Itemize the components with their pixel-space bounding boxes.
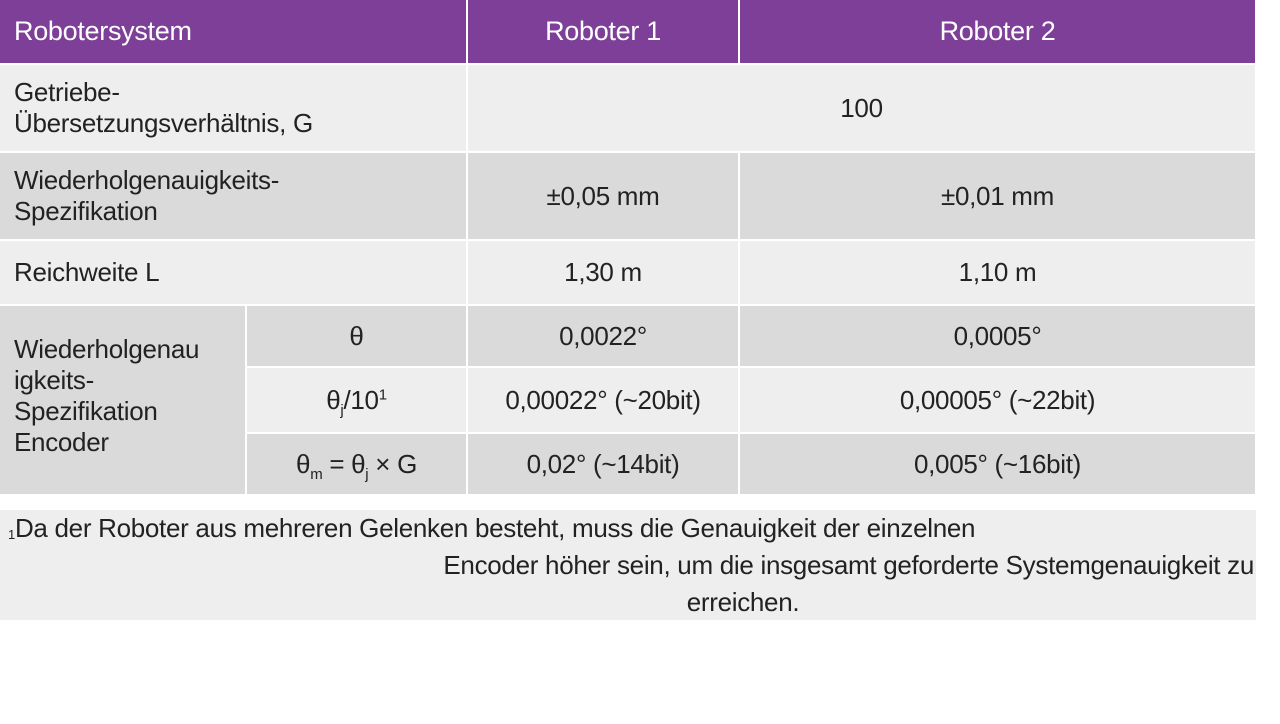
encoder-label-line4: Encoder [14,427,109,457]
gear-ratio-label-line1: Getriebe- [14,77,120,107]
table-row-encoder-theta [0,305,1256,367]
gear-ratio-value: 100 [467,64,1256,152]
header-roboter-1: Roboter 1 [467,0,739,64]
theta-m-roboter-1: 0,02° (~14bit) [467,433,739,495]
encoder-label-line3: Spezifikation [14,396,158,426]
repeatability-label-line2: Spezifikation [14,196,158,226]
repeatability-label-line1: Wiederholgenauigkeits- [14,165,280,195]
theta-m-roboter-2: 0,005° (~16bit) [739,433,1256,495]
encoder-repeatability-label [0,305,246,495]
repeatability-roboter-1: ±0,05 mm [467,152,739,240]
table-row-gear-ratio [0,64,1256,152]
theta-m-sub: m [310,465,323,483]
theta-m-sub2: j [365,465,369,483]
header-robotersystem: Robotersystem [0,0,467,64]
theta-j-rest: /10 [343,384,379,415]
footnote-text-1: Da der Roboter aus mehreren Gelenken besteht, muss die Genauigkeit der einzelnen [14,513,976,543]
footnote-line-2: Encoder höher sein, um die insgesamt geforderte Systemgenauigkeit zu [443,550,1254,580]
footnote-line-3: erreichen. [686,587,800,617]
theta-j-sub: j [340,401,344,419]
reach-roboter-1: 1,30 m [467,240,739,305]
theta-m-rest: × G [368,448,417,479]
theta-symbol: θ [246,305,467,367]
gear-ratio-label-line2: Übersetzungsverhältnis, G [14,108,313,138]
footnote-mark: 1 [8,527,15,542]
theta-j-footnote-mark: 1 [378,385,387,403]
table-row-reach [0,240,1256,305]
repeatability-label [0,152,467,240]
theta-m-mid: = θ [322,448,366,479]
gear-ratio-label [0,64,467,152]
theta-roboter-2: 0,0005° [739,305,1256,367]
theta-j-roboter-2: 0,00005° (~22bit) [739,367,1256,433]
header-roboter-2: Roboter 2 [739,0,1256,64]
table-row-repeatability [0,152,1256,240]
theta-m-base: θ [296,448,311,479]
footnote-line-1 [0,510,1256,547]
footnote [0,510,1256,620]
table-header-row [0,0,1256,64]
theta-roboter-1: 0,0022° [467,305,739,367]
theta-j-roboter-1: 0,00022° (~20bit) [467,367,739,433]
encoder-label-line1: Wiederholgenau [14,334,200,364]
theta-j-base: θ [326,384,341,415]
theta-j-symbol [246,367,467,433]
reach-roboter-2: 1,10 m [739,240,1256,305]
encoder-label-line2: igkeits- [14,365,94,395]
repeatability-roboter-2: ±0,01 mm [739,152,1256,240]
reach-label: Reichweite L [0,240,467,305]
theta-m-symbol [246,433,467,495]
